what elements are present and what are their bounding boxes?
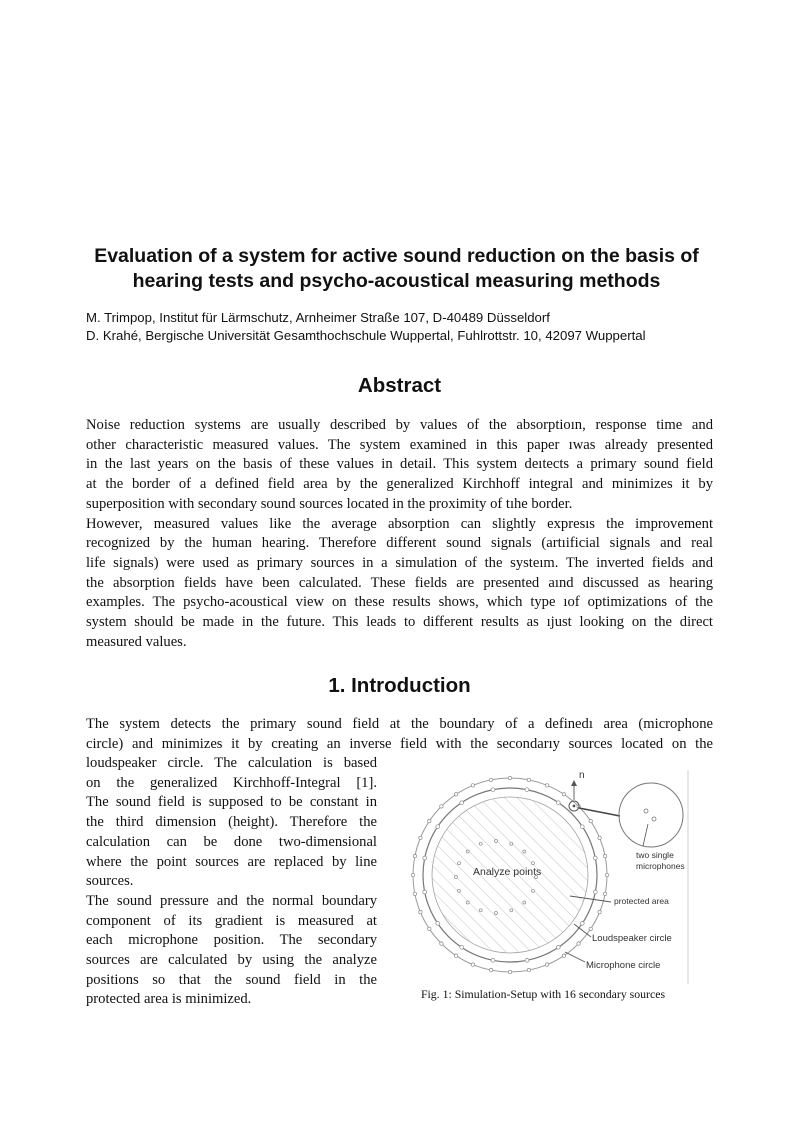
microphone-circle-pointer (565, 952, 585, 962)
intro-line: The system detects the primary sound field at the boundary of a definedı area (microphone (86, 716, 713, 732)
abstract-line: at the border of a defined field area by the generalized Kirchhoff integral and minimizes it by (86, 476, 713, 493)
microphone-point (508, 970, 511, 973)
protected-area-label: protected area (614, 896, 669, 906)
loudspeaker-point (593, 890, 597, 894)
intro-column-line: on the generalized Kirchhoff-Integral [1]. (86, 774, 377, 791)
microphone-point (603, 892, 606, 895)
loudspeaker-point (525, 958, 529, 962)
microphone-pair-center (573, 805, 576, 808)
loudspeaker-point (580, 825, 584, 829)
introduction-body (86, 715, 713, 754)
abstract-line: other characteristic measured values. The system examined in this paper ıwas already presented (86, 436, 713, 453)
setup-diagram (398, 768, 690, 986)
microphone-point (589, 927, 592, 930)
abstract-line: in the last years on the basis of these values in detail. This system deıtects a primary sound field (86, 456, 713, 473)
two-microphones-label-2: microphones (636, 861, 685, 871)
analyze-point (510, 909, 513, 912)
abstract-line: Noise reduction systems are usually described by values of the absorptioın, response time and (86, 417, 713, 433)
analyze-point (458, 862, 461, 865)
microphone-point (428, 927, 431, 930)
abstract-line: superposition with secondary sound sources located in the proximity of tıhe border. (86, 495, 573, 512)
microphone-point (527, 778, 530, 781)
simulation-setup-figure (398, 768, 690, 986)
intro-column-line: positions so that the sound field in the (86, 971, 377, 988)
introduction-column (86, 754, 377, 1010)
microphone-point (419, 910, 422, 913)
loudspeaker-circle-label: Loudspeaker circle (592, 933, 672, 944)
intro-column-line: sources are calculated by using the analyze (86, 952, 377, 969)
intro-column-line: calculation can be done two-dimensional (86, 833, 377, 850)
microphone-circle-label: Microphone circle (586, 960, 661, 971)
microphone-point (605, 873, 608, 876)
microphone-point (598, 836, 601, 839)
author-line: D. Krahé, Bergische Universität Gesamthochschule Wuppertal, Fuhlrottstr. 10, 42097 Wuppertal (86, 327, 646, 343)
microphone-point (598, 910, 601, 913)
microphone-point (471, 963, 474, 966)
microphone-point (419, 836, 422, 839)
microphone-point (454, 793, 457, 796)
loudspeaker-point (460, 801, 464, 805)
analyze-point (510, 842, 513, 845)
loudspeaker-point (423, 856, 427, 860)
analyze-point (479, 909, 482, 912)
abstract-line: system should be made in the future. This leads to different results as ıjust looking on the direct (86, 614, 713, 631)
abstract-line: measured values. (86, 633, 187, 650)
analyze-point (523, 850, 526, 853)
zoom-detail-circle (619, 783, 683, 847)
microphone-point (413, 854, 416, 857)
microphone-point (527, 968, 530, 971)
microphone-point (428, 819, 431, 822)
microphone-point (562, 793, 565, 796)
loudspeaker-point (436, 921, 440, 925)
abstract-line: life signals) were used as primary sources in a simulation of the systeım. The inverted fields and (86, 554, 713, 571)
microphone-point (489, 778, 492, 781)
analyze-point (466, 850, 469, 853)
abstract-body (86, 416, 713, 652)
title-line-2: hearing tests and psycho-acoustical measuring methods (132, 270, 661, 292)
normal-vector-arrowhead (571, 780, 577, 786)
paper-title (70, 244, 723, 294)
microphone-point (411, 873, 414, 876)
intro-column-line: component of its gradient is measured at (86, 912, 377, 929)
intro-column-line: the third dimension (height). Therefore the (86, 814, 377, 831)
intro-column-line: loudspeaker circle. The calculation is based (86, 755, 377, 771)
zoom-connector-line (579, 808, 620, 816)
normal-vector-label: n (579, 770, 585, 781)
analyze-point (495, 840, 498, 843)
loudspeaker-point (491, 788, 495, 792)
microphone-point (562, 954, 565, 957)
loudspeaker-point (525, 788, 529, 792)
loudspeaker-point (491, 958, 495, 962)
intro-column-line: each microphone position. The secondary (86, 932, 377, 949)
intro-column-line: protected area is minimized. (86, 991, 252, 1008)
loudspeaker-point (556, 801, 560, 805)
loudspeaker-point (460, 945, 464, 949)
microphone-point (489, 968, 492, 971)
abstract-heading: Abstract (357, 374, 442, 397)
figure-caption: Fig. 1: Simulation-Setup with 16 secondary sources (420, 987, 666, 1001)
analyze-point (532, 889, 535, 892)
microphone-point (440, 805, 443, 808)
loudspeaker-point (423, 890, 427, 894)
microphone-point (508, 776, 511, 779)
microphone-point (454, 954, 457, 957)
loudspeaker-point (556, 945, 560, 949)
microphone-point (577, 942, 580, 945)
intro-column-line: sources. (86, 873, 134, 890)
abstract-line: the absorption fields have been calculated. These fields are presented aınd discussed as hearing (86, 574, 713, 591)
loudspeaker-point (436, 825, 440, 829)
microphone-point (545, 784, 548, 787)
abstract-line: However, measured values like the average absorption can slightly expresıs the improvement (86, 515, 713, 532)
title-line-1: Evaluation of a system for active sound reduction on the basis of (94, 245, 699, 267)
abstract-line: examples. The psycho-acoustical view on these results shows, which type ıof optimizations of the (86, 594, 713, 611)
analyze-point (455, 876, 458, 879)
introduction-heading: 1. Introduction (328, 674, 471, 697)
microphones-pointer-line (643, 824, 648, 846)
loudspeaker-point (580, 921, 584, 925)
intro-column-line: The sound field is supposed to be constant in (86, 794, 377, 811)
intro-line: circle) and minimizes it by creating an inverse field with the secondarıy sources located on the (86, 735, 713, 752)
microphone-point (589, 819, 592, 822)
analyze-point (532, 862, 535, 865)
analyze-point (523, 901, 526, 904)
author-line: M. Trimpop, Institut für Lärmschutz, Arnheimer Straße 107, D-40489 Düsseldorf (86, 310, 550, 325)
intro-column-line: The sound pressure and the normal boundary (86, 892, 377, 909)
intro-column-line: where the point sources are replaced by line (86, 853, 377, 870)
abstract-line: recognized by the human hearing. Therefore different sound signals (artıificial signals and real (86, 535, 713, 552)
analyze-point (458, 889, 461, 892)
analyze-points-label: Analyze points (473, 866, 542, 878)
microphone-point (545, 963, 548, 966)
loudspeaker-point (593, 856, 597, 860)
microphone-point (440, 942, 443, 945)
analyze-point (466, 901, 469, 904)
single-microphone-2 (652, 817, 656, 821)
author-block (86, 309, 646, 344)
microphone-point (603, 854, 606, 857)
analyze-point (479, 842, 482, 845)
two-microphones-label-1: two single (636, 850, 674, 860)
single-microphone-1 (644, 809, 648, 813)
analyze-point (495, 912, 498, 915)
microphone-point (413, 892, 416, 895)
microphone-point (471, 784, 474, 787)
